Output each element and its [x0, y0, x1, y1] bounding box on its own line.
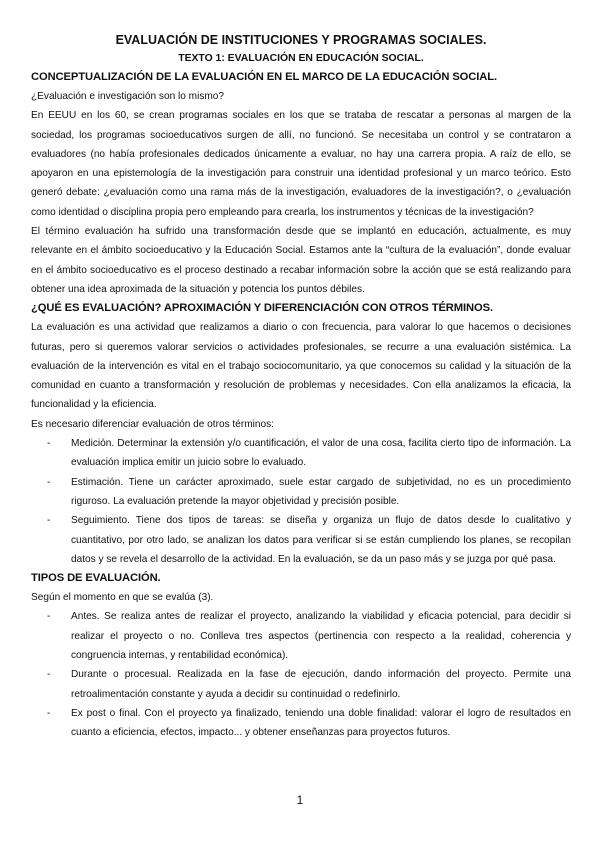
- section-question: ¿Evaluación e investigación son lo mismo?: [31, 91, 224, 102]
- list-intro-momento: Según el momento en que se evalúa (3).: [31, 592, 214, 604]
- dash-bullet: -: [47, 476, 51, 488]
- paragraph-termino-evaluacion: El término evaluación ha sufrido una transformación desde que se implantó en educación, actualmente, es muy relevante en el ámbito socioeducativo y la Educación Social. Estamos ante la “cultura de la evaluación”, donde evaluar en el ámbito socioeducativo es el proceso destinado a recabar información sobre la acción que se está realizando para obtener una idea aproximada de la situación y potencia los puntos débiles.: [31, 226, 571, 295]
- list-item: [47, 607, 571, 665]
- list-item: [47, 511, 571, 569]
- dash-bullet: -: [47, 669, 51, 681]
- list-item: [47, 473, 571, 512]
- dash-bullet: -: [47, 438, 51, 450]
- list-item-text: Antes. Se realiza antes de realizar el proyecto, analizando la viabilidad y eficacia potencial, para decidir si realizar el proyecto o no. Conlleva tres aspectos (pertinencia con respecto a la realidad, coherencia y congruencia internas, y rentabilidad económica).: [71, 611, 571, 662]
- list-item: [47, 704, 571, 743]
- dash-bullet: -: [47, 515, 51, 527]
- dash-bullet: -: [47, 611, 51, 623]
- list-item-text: Durante o procesual. Realizada en la fase de ejecución, dando información del proyecto. Permite una retroalimentación constante y ayuda a decidir su continuidad o redefinirlo.: [71, 669, 571, 700]
- list-item-text: Medición. Determinar la extensión y/o cuantificación, el valor de una cosa, facilita cierto tipo de información. La evaluación implica emitir un juicio sobre lo evaluado.: [71, 438, 571, 469]
- paragraph-actividad: La evaluación es una actividad que realizamos a diario o con frecuencia, para valorar lo que hacemos o decisiones futuras, pero si queremos valorar servicios o actividades profesionales, se recurre a una evaluación sistémica. La evaluación de la intervención es vital en el trabajo sociocomunitario, ya que conocemos su calidad y la situación de la comunidad en cuanto a transformación y resolución de problemas y necesidades. Con ella analizamos la eficacia, la funcionalidad y la eficiencia.: [31, 322, 571, 411]
- document-page: [31, 30, 571, 743]
- list-item-text: Seguimiento. Tiene dos tipos de tareas: se diseña y organiza un flujo de datos desde lo cualitativo y cuantitativo, por otro lado, se analizan los datos para verificar si se están cumpliendo los planes, se recopilan datos y se revela el desarrollo de la actividad. En la evaluación, se da un paso más y se juzga por qué pasa.: [71, 515, 571, 565]
- types-list: [31, 607, 571, 742]
- section-heading-tipos: TIPOS DE EVALUACIÓN.: [31, 572, 161, 585]
- list-intro-terminos: Es necesario diferenciar evaluación de otros términos:: [31, 418, 274, 430]
- list-item-text: Ex post o final. Con el proyecto ya finalizado, teniendo una doble finalidad: valorar el logro de resultados en cuanto a eficiencia, efectos, impacto... y obtener enseñanzas para proyectos futuros.: [71, 707, 571, 739]
- section-heading-conceptualizacion: CONCEPTUALIZACIÓN DE LA EVALUACIÓN EN EL MARCO DE LA EDUCACIÓN SOCIAL.: [31, 71, 497, 83]
- list-item-text: Estimación. Tiene un carácter aproximado, suele estar cargado de subjetividad, no es un procedimiento riguroso. La evaluación pretende la mayor objetividad y precisión posible.: [71, 476, 571, 507]
- document-subtitle: TEXTO 1: EVALUACIÓN EN EDUCACIÓN SOCIAL.: [178, 53, 424, 64]
- terms-list: [31, 434, 571, 569]
- page-number: 1: [296, 793, 304, 807]
- list-item: [47, 434, 571, 473]
- paragraph-eeuu: En EEUU en los 60, se crean programas sociales en los que se trataba de rescatar a personas al margen de la sociedad, los programas socioeducativos surgen de allí, no funcionó. Se necesitaba un control y se contrataron a evaluadores (no había profesionales dedicados únicamente a evaluar, no hay una carrera propia. A raíz de ello, se apoyaron en una epistemología de la investigación para construir una identidad profesional y un marco teórico. Esto generó debate: ¿evaluación como una rama más de la investigación, evaluadores de la investigación?, o ¿evaluación como identidad o disciplina propia pero empleando para crearla, los instrumentos y técnicas de la investigación?: [31, 110, 571, 218]
- document-title: EVALUACIÓN DE INSTITUCIONES Y PROGRAMAS SOCIALES.: [115, 33, 487, 47]
- section-heading-que-es-evaluacion: ¿QUÉ ES EVALUACIÓN? APROXIMACIÓN Y DIFERENCIACIÓN CON OTROS TÉRMINOS.: [31, 302, 493, 315]
- dash-bullet: -: [47, 707, 51, 719]
- list-item: [47, 665, 571, 704]
